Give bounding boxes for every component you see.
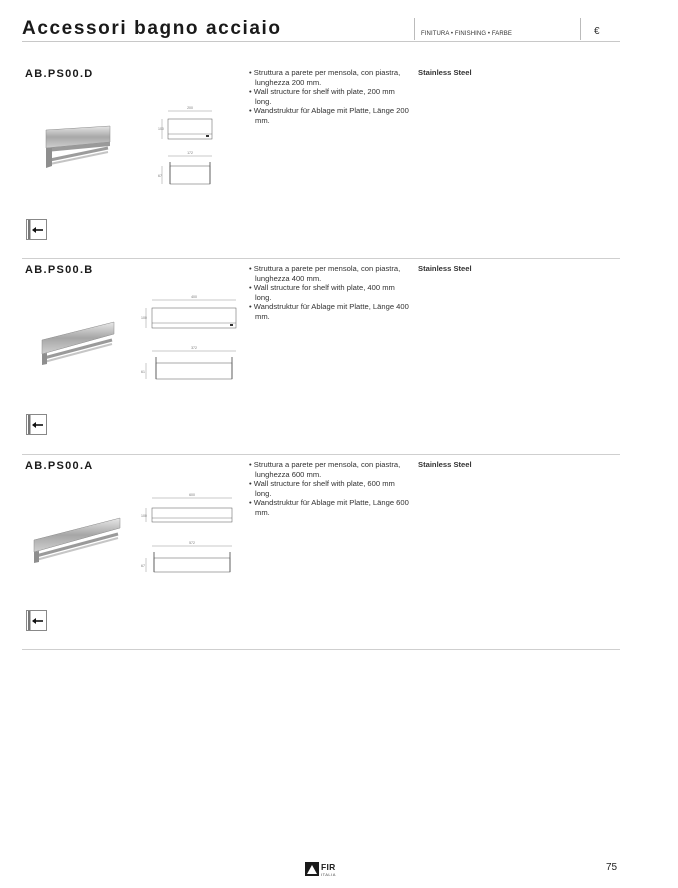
header-rule <box>22 41 620 42</box>
description-de: • Wandstruktur für Ablage mit Platte, Länge 400 mm. <box>249 302 409 321</box>
product-finish: Stainless Steel <box>418 460 472 469</box>
description-de: • Wandstruktur für Ablage mit Platte, Länge 200 mm. <box>249 106 409 125</box>
section-divider <box>22 454 620 455</box>
product-photo-shelf-600 <box>30 514 124 566</box>
drawing-front-view <box>140 294 240 334</box>
product-description <box>249 68 411 126</box>
drawing-front-view <box>140 492 240 528</box>
svg-text:172: 172 <box>187 151 193 155</box>
svg-text:400: 400 <box>191 295 197 299</box>
header-divider <box>580 18 581 40</box>
product-photo-shelf-200 <box>42 120 114 172</box>
svg-text:200: 200 <box>187 106 193 110</box>
svg-text:100: 100 <box>158 127 164 131</box>
description-it: • Struttura a parete per mensola, con piastra, lunghezza 600 mm. <box>249 460 401 479</box>
product-description <box>249 264 411 322</box>
currency-label: € <box>594 26 600 37</box>
svg-text:100: 100 <box>141 514 147 518</box>
drawing-front-view <box>156 105 218 145</box>
wall-mount-icon <box>26 610 47 631</box>
drawing-top-view <box>140 540 240 576</box>
description-de: • Wandstruktur für Ablage mit Platte, Länge 600 mm. <box>249 498 409 517</box>
description-it: • Struttura a parete per mensola, con piastra, lunghezza 200 mm. <box>249 68 401 87</box>
brand-logo <box>305 862 336 881</box>
wall-mount-icon <box>26 414 47 435</box>
brand-name: FIR <box>321 862 336 872</box>
product-photo-shelf-400 <box>38 318 118 368</box>
description-it: • Struttura a parete per mensola, con piastra, lunghezza 400 mm. <box>249 264 401 283</box>
product-code: AB.PS00.A <box>25 460 94 472</box>
svg-text:572: 572 <box>189 541 195 545</box>
finish-column-label: FINITURA • FINISHING • FARBE <box>421 31 513 37</box>
page-title: Accessori bagno acciaio <box>22 18 282 39</box>
svg-text:61: 61 <box>141 370 145 374</box>
wall-mount-icon <box>26 219 47 240</box>
svg-text:100: 100 <box>141 316 147 320</box>
description-en: • Wall structure for shelf with plate, 400 mm long. <box>249 283 395 302</box>
drawing-top-view <box>156 150 218 188</box>
description-en: • Wall structure for shelf with plate, 600 mm long. <box>249 479 395 498</box>
product-description <box>249 460 411 518</box>
product-code: AB.PS00.B <box>25 264 94 276</box>
svg-text:67: 67 <box>158 174 162 178</box>
section-divider <box>22 649 620 650</box>
product-finish: Stainless Steel <box>418 68 472 77</box>
product-finish: Stainless Steel <box>418 264 472 273</box>
fir-logo-icon <box>305 862 319 876</box>
svg-text:372: 372 <box>191 346 197 350</box>
header-divider <box>414 18 415 40</box>
svg-text:600: 600 <box>189 493 195 497</box>
drawing-top-view <box>140 345 240 383</box>
description-en: • Wall structure for shelf with plate, 200 mm long. <box>249 87 395 106</box>
page-number: 75 <box>606 862 618 873</box>
svg-text:67: 67 <box>141 564 145 568</box>
product-code: AB.PS00.D <box>25 68 94 80</box>
brand-subtitle: ITALIA <box>321 872 336 877</box>
section-divider <box>22 258 620 259</box>
